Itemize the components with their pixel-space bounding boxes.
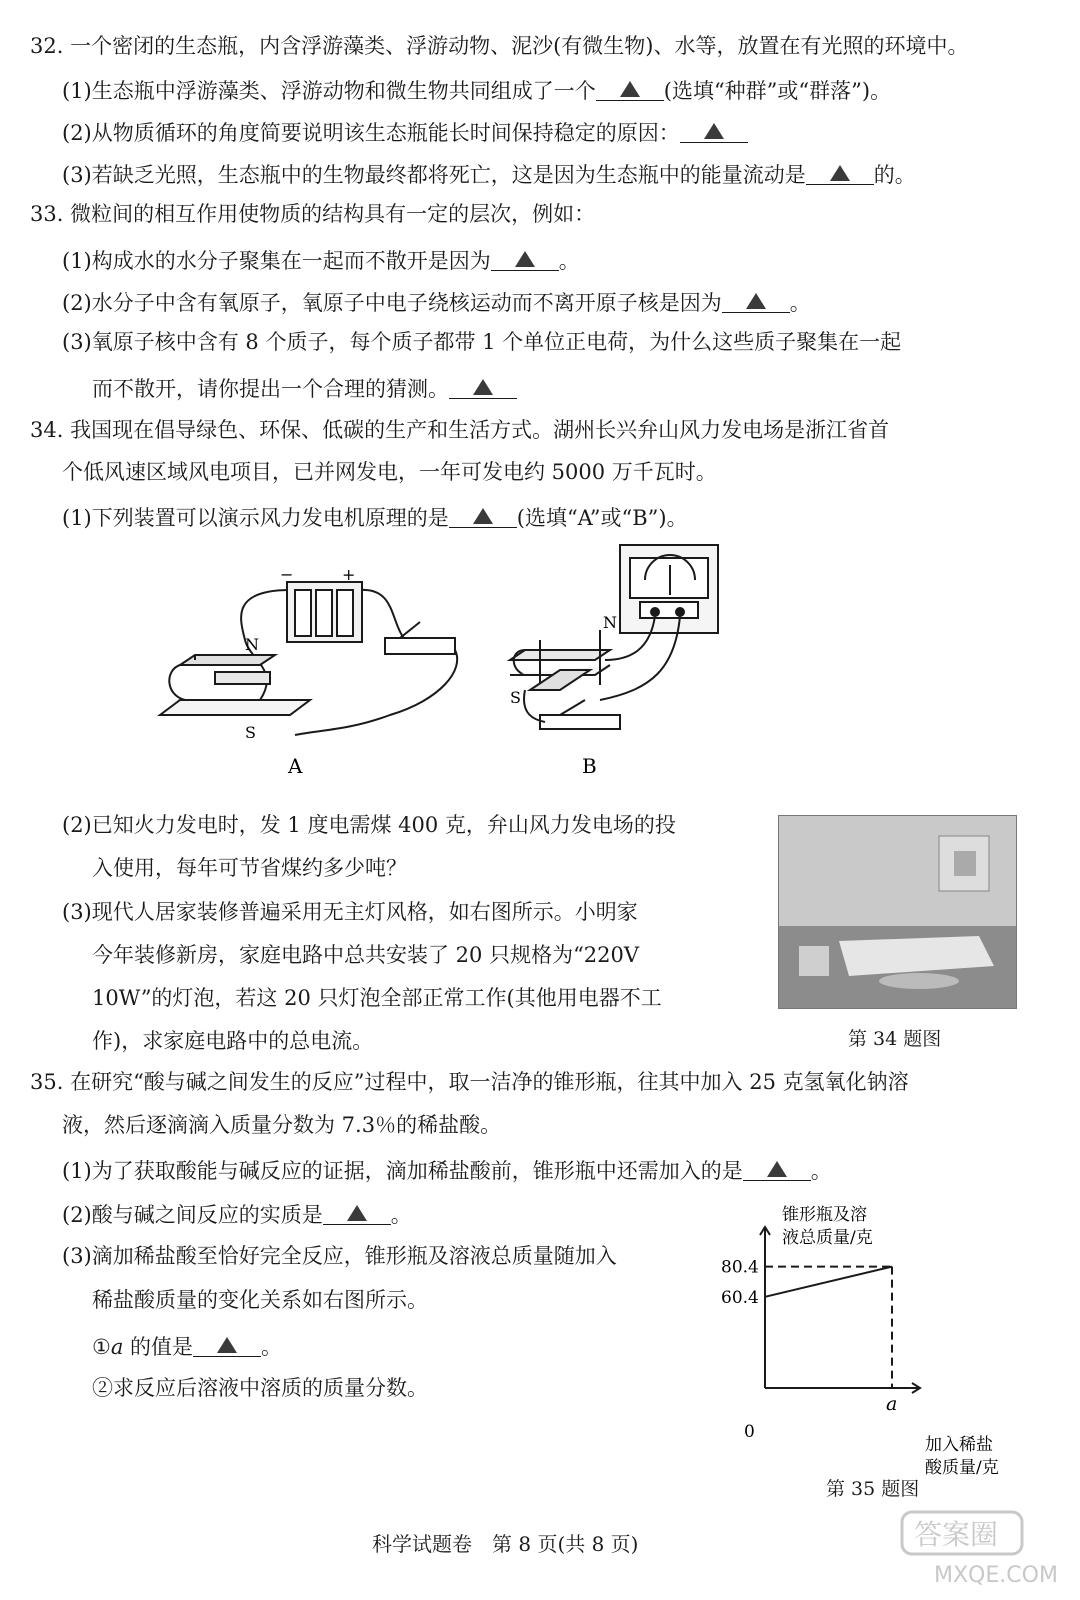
q33-part2-text: (2)水分子中含有氧原子，氧原子中电子绕核运动而不离开原子核是因为 <box>62 291 722 315</box>
q32-part3-text: (3)若缺乏光照，生态瓶中的生物最终都将死亡，这是因为生态瓶中的能量流动是 <box>62 163 806 187</box>
q34-part1-tail: (选填“A”或“B”)。 <box>516 506 688 530</box>
q33-part3-line2 <box>92 376 517 400</box>
triangle-icon <box>620 81 640 97</box>
q33-stem: 33. 微粒间的相互作用使物质的结构具有一定的层次，例如： <box>30 202 596 226</box>
q34-stem-line1: 34. 我国现在倡导绿色、环保、低碳的生产和生活方式。湖州长兴弁山风力发电场是浙江省首 <box>30 418 890 442</box>
logo-domain: MXQE.COM <box>934 1563 1058 1588</box>
chart-x-tick-label: a <box>886 1393 898 1415</box>
q32-part1 <box>62 78 891 102</box>
q33-part2-tail: 。 <box>789 291 811 315</box>
figure-b-label: B <box>582 754 597 778</box>
mass-vs-acid-chart <box>720 1205 1060 1505</box>
q35-sub1-tail: 。 <box>261 1335 283 1359</box>
q32-part3-tail: 的。 <box>873 163 916 187</box>
answer-blank[interactable] <box>680 120 748 143</box>
q34-part1 <box>62 505 688 529</box>
figure-b-generator-apparatus <box>500 540 740 800</box>
answer-blank[interactable] <box>491 248 559 271</box>
q32-part1-tail: (选填“种群”或“群落”)。 <box>663 79 892 103</box>
figure-a-south-label: S <box>245 723 256 742</box>
q35-part2 <box>62 1202 412 1226</box>
chart-axes <box>760 1227 920 1393</box>
logo-text: 答案圈 <box>914 1518 999 1551</box>
triangle-icon <box>830 165 850 181</box>
figure-a-generator-apparatus <box>150 560 490 800</box>
q35-sub1-variable: a <box>110 1335 124 1359</box>
q35-part1-text: (1)为了获取酸能与碱反应的证据，滴加稀盐酸前，锥形瓶中还需加入的是 <box>62 1159 743 1183</box>
answer-blank[interactable] <box>323 1202 391 1225</box>
answer-blank[interactable] <box>722 290 790 313</box>
q35-part3-line2: 稀盐酸质量的变化关系如右图所示。 <box>92 1288 428 1312</box>
chart-ylabel-line2: 液总质量/克 <box>782 1228 873 1248</box>
q35-part2-text: (2)酸与碱之间反应的实质是 <box>62 1203 323 1227</box>
figure-b-south-label: S <box>510 688 521 707</box>
chart-series-line <box>765 1267 892 1297</box>
triangle-icon <box>347 1205 367 1221</box>
answer-blank[interactable] <box>449 505 517 528</box>
q34-stem-line2: 个低风速区域风电项目，已并网发电，一年可发电约 5000 万千瓦时。 <box>62 460 717 484</box>
answer-blank[interactable] <box>743 1158 811 1181</box>
q35-sub1-text: 的值是 <box>123 1335 194 1359</box>
page-footer: 科学试题卷 第 8 页(共 8 页) <box>372 1532 639 1556</box>
q33-part3-line1: (3)氧原子核中含有 8 个质子，每个质子都带 1 个单位正电荷，为什么这些质子聚集在一起 <box>62 330 902 354</box>
q33-part1 <box>62 248 580 272</box>
triangle-icon <box>515 251 535 267</box>
answer-blank[interactable] <box>806 162 874 185</box>
q34-part3-line1: (3)现代人居家装修普遍采用无主灯风格，如右图所示。小明家 <box>62 900 638 924</box>
chart-y-tick-label: 80.4 <box>721 1257 759 1278</box>
answer-blank[interactable] <box>449 376 517 399</box>
figure-a-north-label: N <box>245 635 259 654</box>
q35-part1-tail: 。 <box>810 1159 832 1183</box>
q34-part3-line2: 今年装修新房，家庭电路中总共安装了 20 只规格为“220V <box>92 943 640 967</box>
q33-part2 <box>62 290 811 314</box>
chart-y-tick-label: 60.4 <box>721 1287 759 1308</box>
q33-part1-tail: 。 <box>558 249 580 273</box>
triangle-icon <box>473 379 493 395</box>
chart-origin-label: 0 <box>744 1422 755 1442</box>
q32-part2-text: (2)从物质循环的角度简要说明该生态瓶能长时间保持稳定的原因： <box>62 121 680 145</box>
q34-part3-line3: 10W”的灯泡，若这 20 只灯泡全部正常工作(其他用电器不工 <box>92 986 662 1010</box>
q35-figure-caption: 第 35 题图 <box>826 1478 920 1500</box>
q34-part3-line4: 作)，求家庭电路中的总电流。 <box>92 1029 374 1053</box>
living-room-photo <box>778 815 1017 1009</box>
q35-stem-line2: 液，然后逐滴滴入质量分数为 7.3％的稀盐酸。 <box>62 1113 502 1137</box>
q32-stem: 32. 一个密闭的生态瓶，内含浮游藻类、浮游动物、泥沙(有微生物)、水等，放置在有光照的环境中。 <box>30 34 969 58</box>
chart-ylabel-line1: 锥形瓶及溶 <box>782 1205 867 1225</box>
triangle-icon <box>473 508 493 524</box>
figure-b-north-label: N <box>603 613 617 632</box>
q34-figure-caption: 第 34 题图 <box>848 1028 942 1050</box>
q32-part3 <box>62 162 916 186</box>
q35-stem-line1: 35. 在研究“酸与碱之间发生的反应”过程中，取一洁净的锥形瓶，往其中加入 25 克氢氧化钠溶 <box>30 1070 909 1094</box>
chart-xlabel-line1: 加入稀盐 <box>925 1435 993 1455</box>
figure-a-label: A <box>288 754 303 778</box>
q34-part2-line1: (2)已知火力发电时，发 1 度电需煤 400 克，弁山风力发电场的投 <box>62 813 676 837</box>
q35-part3-line1: (3)滴加稀盐酸至恰好完全反应，锥形瓶及溶液总质量随加入 <box>62 1244 617 1268</box>
triangle-icon <box>217 1337 237 1353</box>
answer-blank[interactable] <box>596 78 664 101</box>
site-logo <box>900 1510 1070 1590</box>
room-illustration <box>779 816 1016 1008</box>
triangle-icon <box>704 123 724 139</box>
q34-part1-text: (1)下列装置可以演示风力发电机原理的是 <box>62 506 449 530</box>
chart-xlabel-line2: 酸质量/克 <box>925 1458 999 1478</box>
triangle-icon <box>767 1161 787 1177</box>
figure-a-minus: − <box>280 565 294 584</box>
q32-part2 <box>62 120 748 144</box>
triangle-icon <box>746 293 766 309</box>
q35-part2-tail: 。 <box>390 1203 412 1227</box>
figure-a-plus: + <box>342 565 356 584</box>
q35-sub1-number: ① <box>92 1335 111 1359</box>
q33-part1-text: (1)构成水的水分子聚集在一起而不散开是因为 <box>62 249 491 273</box>
q32-part1-text: (1)生态瓶中浮游藻类、浮游动物和微生物共同组成了一个 <box>62 79 596 103</box>
q35-sub1 <box>92 1334 282 1358</box>
q35-sub2: ②求反应后溶液中溶质的质量分数。 <box>92 1376 428 1400</box>
q35-part1 <box>62 1158 832 1182</box>
q33-part3-text: 而不散开，请你提出一个合理的猜测。 <box>92 377 449 401</box>
answer-blank[interactable] <box>193 1334 261 1357</box>
q34-part2-line2: 入使用，每年可节省煤约多少吨？ <box>92 856 407 880</box>
